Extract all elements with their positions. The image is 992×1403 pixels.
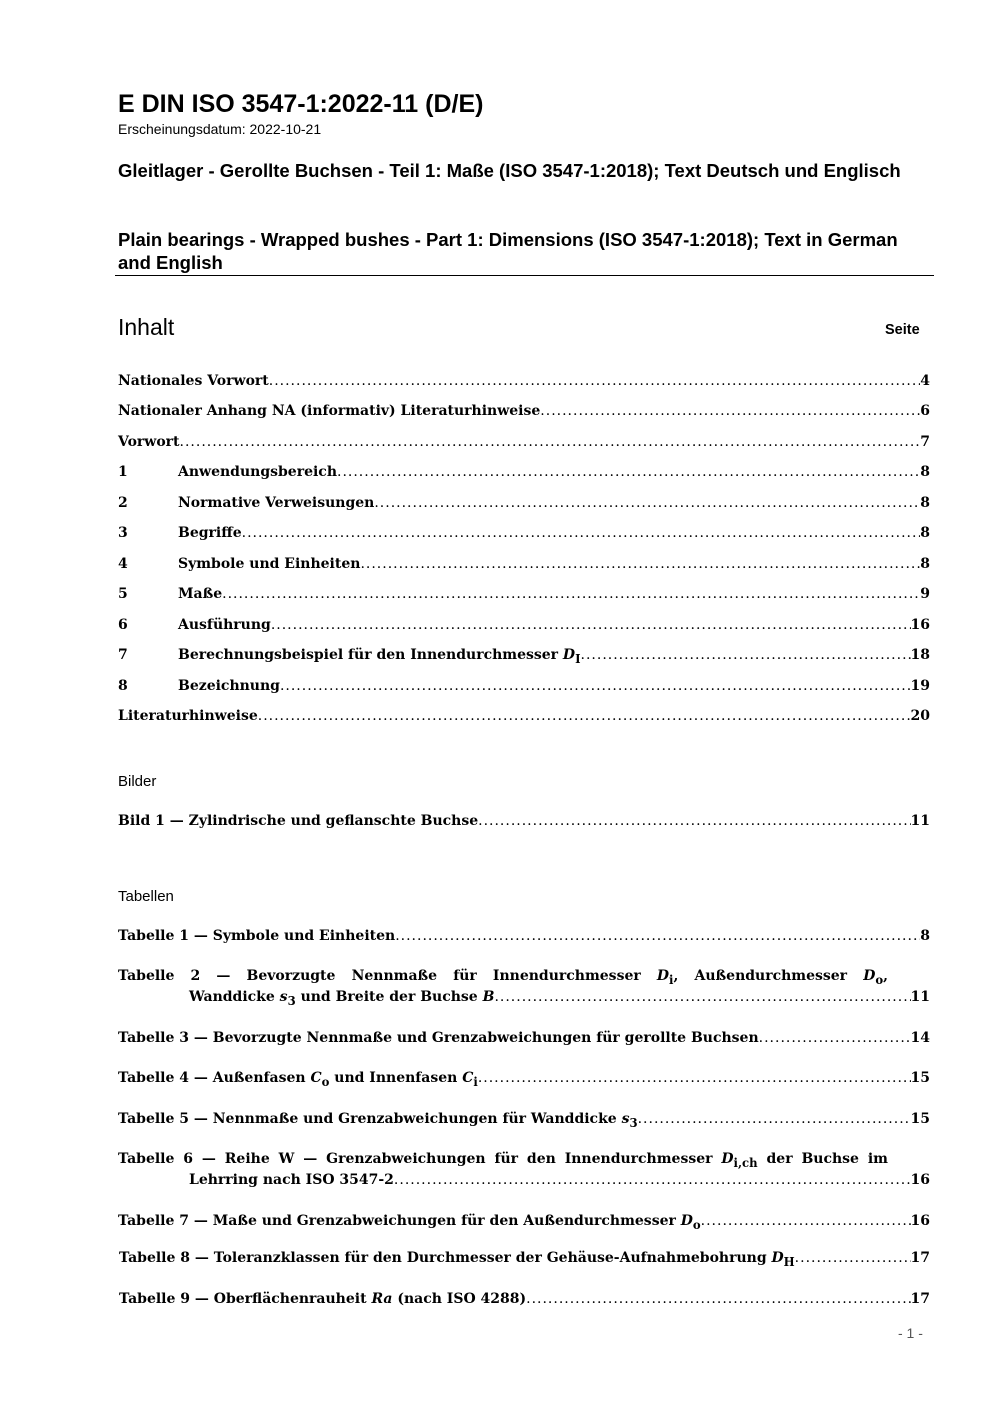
- toc-entry-label: Begriffe: [178, 525, 242, 541]
- dot-leader: [280, 676, 911, 697]
- dot-leader: [242, 523, 921, 544]
- table-entry-page: 14: [910, 1030, 930, 1046]
- toc-entry[interactable]: [118, 676, 930, 697]
- title-divider: [115, 275, 934, 276]
- table-entry[interactable]: [119, 1248, 930, 1273]
- table-entry[interactable]: [118, 926, 930, 947]
- dot-leader: [269, 371, 921, 392]
- toc-entry[interactable]: [118, 523, 930, 544]
- toc-entry-label: Maße: [178, 586, 223, 602]
- figures-heading: Bilder: [118, 773, 157, 790]
- toc-entry-number: 2: [118, 495, 128, 511]
- dot-leader: [394, 1170, 911, 1191]
- toc-entry-page: 20: [910, 708, 930, 724]
- table-entry-label-line1: Tabelle 6 — Reihe W — Grenzabweichungen für den Innendurchmesser $D_{i,ch}$ der Buchse im: [118, 1151, 888, 1170]
- table-entry-label: Tabelle 5 — Nennmaße und Grenzabweichungen für Wanddicke $s_3$: [118, 1111, 638, 1130]
- table-entry-label: Tabelle 3 — Bevorzugte Nennmaße und Grenzabweichungen für gerollte Buchsen: [118, 1030, 759, 1046]
- table-entry-page: 15: [910, 1111, 930, 1127]
- dot-leader: [638, 1109, 911, 1130]
- table-entry-label-line2: Wanddicke $s_3$ und Breite der Buchse B: [189, 989, 495, 1008]
- toc-entry[interactable]: [118, 554, 930, 575]
- table-entry-label-line2: Lehrring nach ISO 3547-2: [189, 1172, 394, 1188]
- toc-entry-page: 19: [910, 678, 930, 694]
- dot-leader: [795, 1248, 911, 1269]
- dot-leader: [581, 645, 911, 666]
- toc-entry-label: Anwendungsbereich: [178, 464, 337, 480]
- table-entry-label-line1: Tabelle 2 — Bevorzugte Nennmaße für Innendurchmesser $D_i$, Außendurchmesser $D_o$,: [118, 968, 889, 987]
- dot-leader: [395, 926, 920, 947]
- table-entry[interactable]: [118, 1211, 930, 1236]
- toc-entry[interactable]: [118, 645, 930, 670]
- table-entry-label: Tabelle 9 — Oberflächenrauheit Ra (nach ISO 4288): [119, 1291, 527, 1307]
- dot-leader: [759, 1028, 911, 1049]
- toc-entry-number: 8: [118, 678, 128, 694]
- table-entry-page: 11: [910, 989, 930, 1005]
- table-entry-page: 16: [910, 1213, 930, 1229]
- page-column-label: Seite: [885, 322, 920, 338]
- toc-entry-page: 8: [920, 525, 930, 541]
- toc-entry-page: 8: [920, 495, 930, 511]
- toc-entry-number: 3: [118, 525, 128, 541]
- dot-leader: [360, 554, 920, 575]
- toc-entry[interactable]: [118, 584, 930, 605]
- toc-entry-label: Bezeichnung: [178, 678, 280, 694]
- dot-leader: [478, 811, 910, 832]
- figure-entry-label: Bild 1 — Zylindrische und geflanschte Buchse: [118, 813, 479, 829]
- page-number: - 1 -: [898, 1325, 923, 1341]
- toc-entry-page: 6: [920, 403, 930, 419]
- toc-entry-page: 8: [920, 464, 930, 480]
- tables-heading: Tabellen: [118, 888, 174, 905]
- dot-leader: [478, 1068, 911, 1089]
- toc-entry[interactable]: [118, 706, 930, 727]
- dot-leader: [494, 987, 910, 1008]
- symbol: D: [562, 647, 576, 663]
- figure-entry-page: 11: [910, 813, 930, 829]
- toc-entry[interactable]: [118, 615, 930, 636]
- dot-leader: [374, 493, 920, 514]
- table-entry-label: Tabelle 1 — Symbole und Einheiten: [118, 928, 396, 944]
- table-entry[interactable]: [118, 1068, 930, 1093]
- toc-entry-label: Ausführung: [178, 617, 271, 633]
- table-entry-continuation[interactable]: [118, 987, 930, 1012]
- table-entry-page: 15: [910, 1070, 930, 1086]
- toc-entry[interactable]: [118, 401, 930, 422]
- table-entry-label: Tabelle 8 — Toleranzklassen für den Durchmesser der Gehäuse-Aufnahmebohrung $D_H$: [119, 1250, 795, 1269]
- table-entry-page: 17: [910, 1250, 930, 1266]
- toc-entry[interactable]: [118, 432, 930, 453]
- toc-entry-page: 7: [920, 434, 930, 450]
- toc-entry-number: 1: [118, 464, 128, 480]
- table-entry[interactable]: [119, 1289, 930, 1310]
- table-entry-page: 8: [920, 928, 930, 944]
- document-id: E DIN ISO 3547-1:2022-11 (D/E): [118, 90, 484, 118]
- toc-entry-page: 18: [910, 647, 930, 663]
- table-entry-label: Tabelle 7 — Maße und Grenzabweichungen für den Außendurchmesser $D_o$: [118, 1213, 701, 1232]
- toc-entry-label: Symbole und Einheiten: [178, 556, 361, 572]
- toc-entry-number: 5: [118, 586, 128, 602]
- toc-entry-page: 9: [920, 586, 930, 602]
- toc-entry-page: 4: [920, 373, 930, 389]
- figure-entry[interactable]: [118, 811, 930, 832]
- toc-entry-label: Nationaler Anhang NA (informativ) Literaturhinweise: [118, 403, 541, 419]
- toc-entry-label: Nationales Vorwort: [118, 373, 269, 389]
- dot-leader: [540, 401, 920, 422]
- title-english: Plain bearings - Wrapped bushes - Part 1: Dimensions (ISO 3547-1:2018); Text in German and English: [118, 229, 898, 273]
- toc-entry[interactable]: [118, 371, 930, 392]
- dot-leader: [258, 706, 911, 727]
- table-entry-label: Tabelle 4 — Außenfasen $C_o$ und Innenfasen $C_i$: [118, 1070, 478, 1089]
- dot-leader: [337, 462, 920, 483]
- toc-entry-number: 4: [118, 556, 128, 572]
- toc-entry-page: 8: [920, 556, 930, 572]
- table-entry-page: 16: [910, 1172, 930, 1188]
- toc-entry-label: Normative Verweisungen: [178, 495, 375, 511]
- toc-entry-label: Literaturhinweise: [118, 708, 258, 724]
- table-entry[interactable]: [118, 1028, 930, 1049]
- dot-leader: [180, 432, 921, 453]
- toc-heading: Inhalt: [118, 314, 175, 340]
- table-entry[interactable]: [118, 1109, 930, 1134]
- dot-leader: [271, 615, 911, 636]
- table-entry-page: 17: [910, 1291, 930, 1307]
- publication-date: Erscheinungsdatum: 2022-10-21: [118, 121, 322, 137]
- toc-entry-number: 6: [118, 617, 128, 633]
- subscript: I: [575, 651, 581, 666]
- toc-entry[interactable]: [118, 462, 930, 483]
- toc-entry-page: 16: [910, 617, 930, 633]
- title-german: Gleitlager - Gerollte Buchsen - Teil 1: Maße (ISO 3547-1:2018); Text Deutsch und Englisch: [118, 160, 901, 181]
- toc-entry-label: Vorwort: [118, 434, 180, 450]
- dot-leader: [222, 584, 920, 605]
- dot-leader: [701, 1211, 911, 1232]
- toc-entry-number: 7: [118, 647, 128, 663]
- toc-entry[interactable]: [118, 493, 930, 514]
- toc-entry-label: Berechnungsbeispiel für den Innendurchmesser $D_I$: [178, 647, 581, 666]
- table-entry-continuation[interactable]: [118, 1170, 930, 1191]
- dot-leader: [526, 1289, 910, 1310]
